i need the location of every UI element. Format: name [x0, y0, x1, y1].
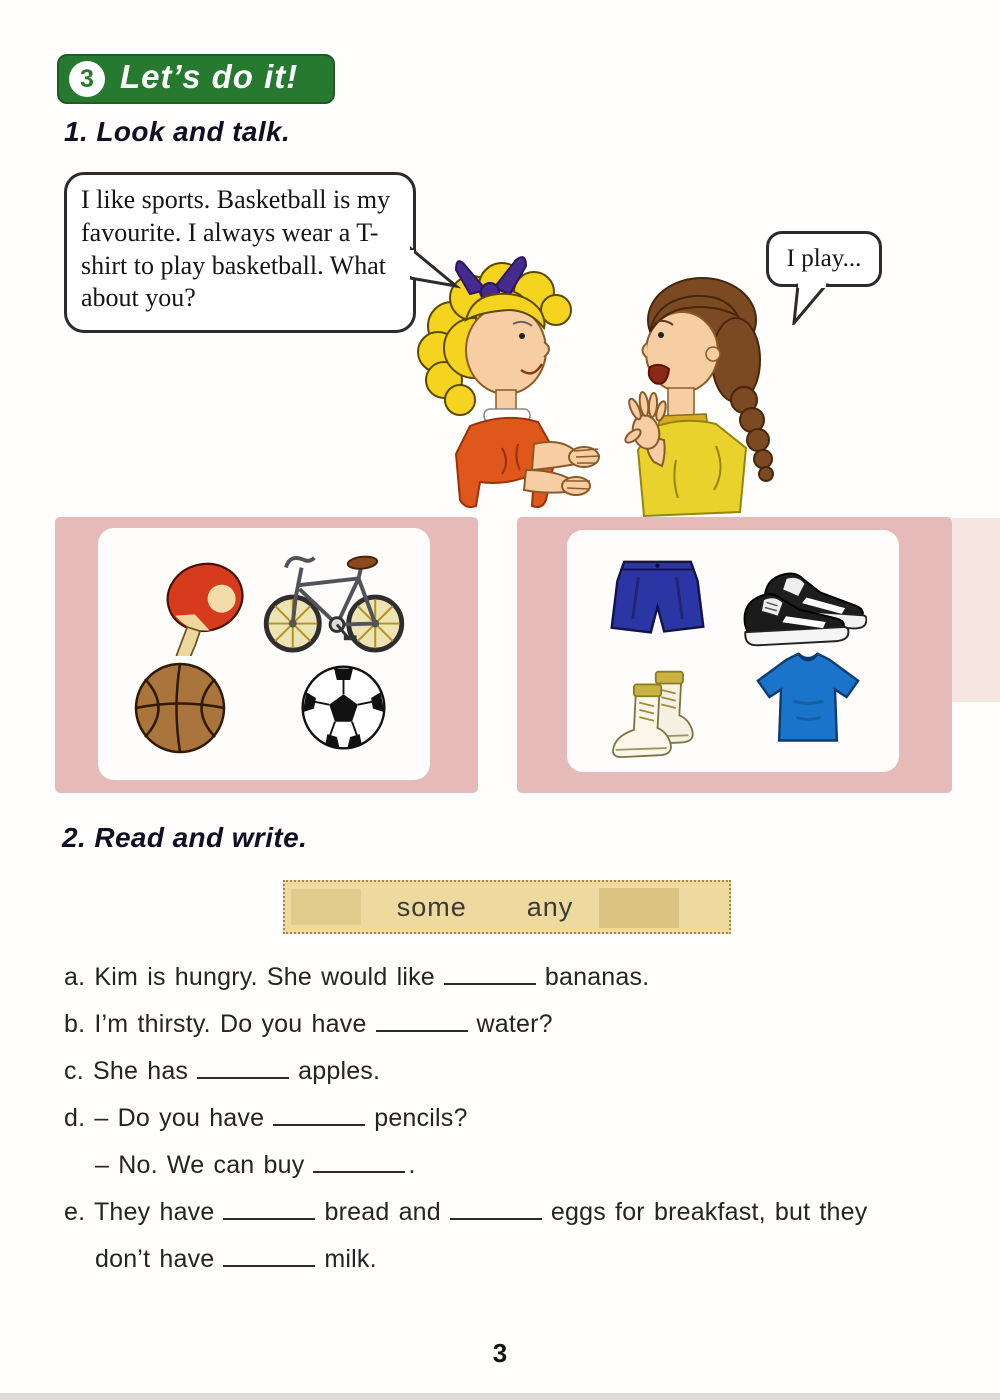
answer-blank — [223, 1247, 315, 1267]
speech-bubble-left — [64, 172, 416, 333]
answer-blank — [313, 1153, 405, 1173]
word-bank — [283, 880, 731, 934]
sneakers-icon — [739, 556, 867, 648]
speech-bubble-right-text: I play... — [786, 245, 862, 272]
exercise-a-text: a. Kim is hungry. She would like — [64, 963, 435, 991]
sports-items-card — [98, 528, 430, 780]
exercise-b-tail: water? — [476, 1010, 553, 1038]
basketball-icon — [130, 658, 230, 758]
answer-blank — [223, 1200, 315, 1220]
answer-blank — [444, 965, 536, 985]
clothing-items-panel — [517, 517, 952, 793]
word-bank-shade-right — [599, 888, 679, 928]
exercise-d-question — [64, 1105, 980, 1132]
exercise-c-text: c. She has — [64, 1057, 189, 1085]
scan-edge — [0, 1393, 1000, 1400]
answer-blank — [450, 1200, 542, 1220]
exercise-e-line1 — [64, 1199, 980, 1226]
exercise-e-tail: eggs for breakfast, but they — [550, 1198, 868, 1226]
section-badge — [57, 54, 335, 104]
section-number: 3 — [80, 64, 94, 93]
children-illustration — [413, 248, 795, 520]
word-bank-words — [397, 892, 574, 923]
sports-items-panel — [55, 517, 478, 793]
exercise-d2-text: – No. We can buy — [95, 1151, 305, 1179]
exercise-a-tail: bananas. — [544, 963, 650, 991]
word-bank-word-any: any — [526, 891, 574, 922]
boots-icon — [603, 666, 703, 761]
exercise-a — [64, 964, 980, 991]
speech-bubble-right-tail — [786, 283, 836, 325]
exercise-b-text: b. I’m thirsty. Do you have — [64, 1010, 367, 1038]
activity2-title: 2. Read and write. — [62, 822, 308, 853]
page-number: 3 — [492, 1338, 508, 1368]
exercise-e-mid: bread and — [324, 1198, 441, 1226]
exercise-b — [64, 1011, 980, 1038]
speech-bubble-left-text: I like sports. Basketball is my favourite. I always wear a T-shirt to play basketball. What about you? — [81, 185, 391, 313]
word-bank-shade-left — [291, 889, 361, 925]
table-tennis-paddle-icon — [150, 556, 255, 656]
exercise-d-tail: pencils? — [374, 1104, 468, 1132]
activity1-title: 1. Look and talk. — [64, 116, 291, 147]
answer-blank — [376, 1012, 468, 1032]
exercise-c-tail: apples. — [298, 1057, 381, 1085]
page-scan-bleed — [952, 518, 1000, 702]
answer-blank — [197, 1059, 289, 1079]
word-bank-word-some: some — [396, 891, 467, 922]
answer-blank — [273, 1106, 365, 1126]
section-badge-title: Let’s do it! — [120, 57, 299, 95]
soccer-ball-icon — [296, 660, 391, 755]
exercise-e2-text: don’t have — [95, 1245, 215, 1273]
girl-brunette — [623, 278, 773, 516]
t-shirt-icon — [749, 648, 867, 754]
exercise-list — [64, 964, 980, 1293]
exercise-c — [64, 1058, 980, 1085]
exercise-e2-tail: milk. — [324, 1245, 377, 1273]
speech-bubble-left-tail — [410, 242, 462, 298]
section-number-circle — [69, 61, 105, 97]
speech-bubble-right — [766, 231, 882, 287]
exercise-d-text: d. – Do you have — [64, 1104, 265, 1132]
bicycle-icon — [258, 546, 410, 654]
shorts-icon — [605, 550, 710, 650]
exercise-d2-tail: . — [408, 1151, 416, 1179]
exercise-e-text: e. They have — [64, 1198, 215, 1226]
exercise-e-line2 — [64, 1246, 980, 1273]
exercise-d-answer — [64, 1152, 980, 1179]
clothing-items-card — [567, 530, 899, 772]
